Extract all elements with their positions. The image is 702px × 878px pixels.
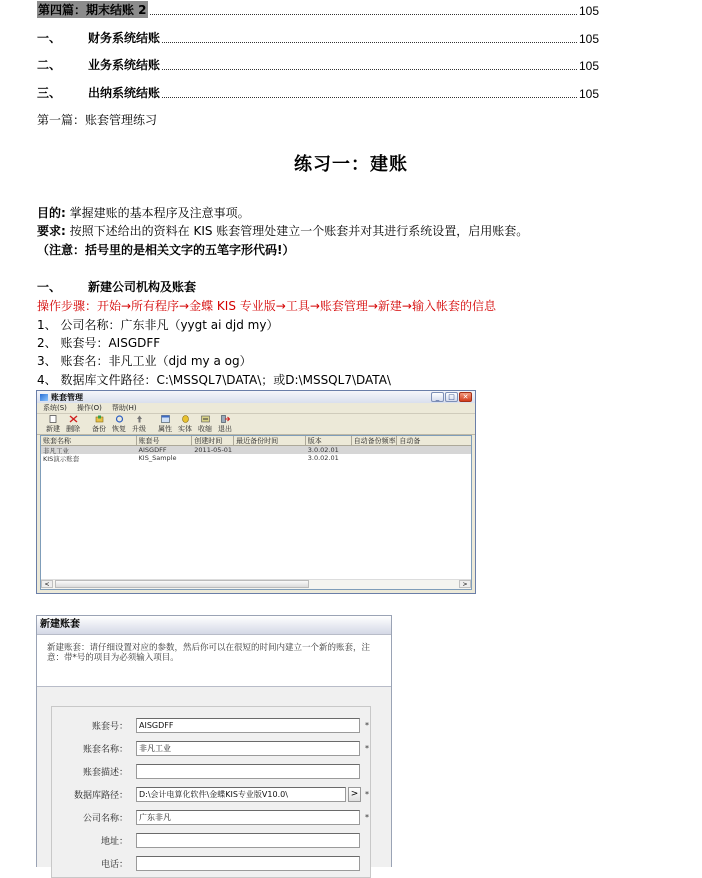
restore-button[interactable] [109, 415, 129, 434]
new-button[interactable] [43, 415, 63, 434]
maximize-button[interactable]: □ [445, 392, 458, 402]
info-item-company-name: 1、 公司名称：广东非凡（yygt ai djd my） [37, 318, 279, 332]
field-phone [52, 855, 370, 871]
field-database-path [52, 786, 370, 802]
upgrade-icon [135, 415, 144, 423]
exit-button[interactable] [215, 415, 235, 434]
cell-auto-backup-freq [352, 454, 398, 462]
browse-path-button[interactable]: > [348, 787, 361, 802]
toc-number: 三、 [37, 86, 62, 100]
toc-title: 出纳系统结账 [88, 86, 161, 100]
col-auto-backup-freq[interactable]: 自动备份频率 [353, 437, 396, 445]
toc-leader-dots [162, 41, 577, 43]
note-line: （注意：括号里的是相关文字的五笔字形代码!） [37, 243, 295, 257]
list-header [41, 436, 471, 446]
field-label: 地址： [100, 836, 128, 847]
info-item-database-path: 4、 数据库文件路径：C:\MSSQL7\DATA\；或D:\MSSQL7\DATA\ [37, 373, 391, 387]
form-panel [51, 706, 371, 878]
toc-entry-finance-closing[interactable] [37, 30, 599, 46]
entity-button[interactable] [175, 415, 195, 434]
restore-icon [115, 415, 124, 423]
toc-page-number: 105 [578, 87, 599, 101]
dialog-description: 新建账套：请仔细设置对应的参数，然后你可以在很短的时间内建立一个新的账套，注意：带*号的项目为必须输入项目。 [37, 635, 391, 687]
col-last-backup[interactable]: 最近备份时间 [234, 436, 306, 445]
database-path-input[interactable]: D:\会计电算化软件\金蝶KIS专业版V10.0\ [136, 787, 346, 802]
cell-last-backup [234, 446, 306, 454]
toc-entry-business-closing[interactable] [37, 57, 599, 73]
new-icon [49, 415, 58, 423]
toc-entry-cashier-closing[interactable] [37, 85, 599, 101]
cell-account-name: 非凡工业 [43, 447, 69, 454]
shrink-button[interactable] [195, 415, 215, 434]
field-account-name [52, 740, 370, 756]
phone-input[interactable] [136, 856, 360, 871]
window-controls [431, 392, 472, 402]
properties-button[interactable] [155, 415, 175, 434]
col-account-number[interactable]: 账套号 [137, 436, 193, 445]
toc-page-number: 105 [578, 32, 599, 46]
field-label: 电话： [100, 859, 128, 870]
toc-leader-dots [150, 13, 577, 15]
field-address [52, 832, 370, 848]
toc-page-number: 105 [578, 4, 599, 18]
cell-version: 3.0.02.01 [307, 446, 339, 454]
upgrade-label: 升级 [132, 425, 146, 433]
address-input[interactable] [136, 833, 360, 848]
cell-account-number: AISGDFF [138, 446, 167, 454]
properties-label: 属性 [158, 425, 172, 433]
table-row[interactable] [41, 454, 471, 462]
col-account-name[interactable]: 账套名称 [41, 436, 137, 445]
toc-title: 业务系统结账 [88, 58, 161, 72]
account-number-input[interactable]: AISGDFF [136, 718, 360, 733]
exercise-title: 练习一：建账 [294, 154, 408, 175]
cell-auto-backup [397, 454, 471, 462]
account-description-input[interactable] [136, 764, 360, 779]
scrollbar-thumb[interactable] [55, 580, 309, 588]
cell-created-time: 2011-05-01 [194, 446, 233, 454]
dialog-title: 新建账套 [37, 616, 391, 635]
menu-operation[interactable]: 操作(O) [76, 404, 102, 412]
cell-auto-backup-freq [352, 446, 398, 454]
cell-version: 3.0.02.01 [307, 454, 339, 462]
col-created-time[interactable]: 创建时间 [192, 436, 234, 445]
window-title: 账套管理 [51, 392, 83, 402]
shrink-label: 收缩 [198, 425, 212, 433]
toc-leader-dots [162, 68, 577, 70]
backup-label: 备份 [92, 425, 106, 433]
app-icon [40, 394, 48, 401]
restore-label: 恢复 [112, 425, 126, 433]
entity-label: 实体 [178, 425, 192, 433]
section-heading [37, 278, 196, 295]
cell-last-backup [234, 454, 306, 462]
field-company-name [52, 809, 370, 825]
toc-number: 二、 [37, 58, 62, 72]
requirement-label: 要求: [37, 224, 66, 238]
field-account-description [52, 763, 370, 779]
part1-heading: 第一篇：账套管理练习 [37, 113, 158, 127]
minimize-button[interactable]: _ [431, 392, 444, 402]
backup-button[interactable] [89, 415, 109, 434]
delete-button[interactable] [63, 415, 83, 434]
requirement-line [37, 222, 528, 239]
section-title: 新建公司机构及账套 [88, 280, 197, 294]
toc-entry-part4[interactable] [37, 2, 599, 18]
scroll-left-button[interactable]: < [41, 580, 53, 588]
menu-system[interactable]: 系统(S) [43, 404, 67, 412]
purpose-line [37, 204, 250, 221]
exit-icon [221, 415, 230, 423]
shrink-icon [201, 415, 210, 423]
menu-bar [37, 403, 475, 414]
operation-steps: 操作步骤：开始→所有程序→金蝶 KIS 专业版→工具→账套管理→新建→输入帐套的信息 [37, 299, 496, 313]
info-item-account-name: 3、 账套名：非凡工业（djd my a og） [37, 354, 252, 368]
field-label: 账套描述： [82, 767, 128, 778]
properties-icon [161, 415, 170, 423]
toc-number: 一、 [37, 31, 62, 45]
field-label: 数据库路径： [73, 790, 128, 801]
col-version[interactable]: 版本 [306, 436, 352, 445]
field-label: 公司名称： [82, 813, 128, 824]
required-marker: * [365, 789, 369, 799]
field-label: 账套名称： [82, 744, 128, 755]
account-list [40, 435, 472, 590]
delete-icon [69, 415, 78, 423]
cell-auto-backup [397, 446, 471, 454]
new-label: 新建 [46, 425, 60, 433]
field-label: 账套号： [91, 721, 128, 732]
section-number: 一、 [37, 280, 62, 294]
toc-title: 财务系统结账 [88, 31, 161, 45]
required-marker: * [365, 812, 369, 822]
toolbar [37, 414, 475, 435]
horizontal-scrollbar[interactable] [41, 579, 471, 589]
required-marker: * [365, 743, 369, 753]
info-item-account-number: 2、 账套号：AISGDFF [37, 336, 161, 350]
cell-account-name: KIS演示账套 [43, 455, 80, 462]
requirement-text: 按照下述给出的资料在 KIS 账套管理处建立一个账套并对其进行系统设置，启用账套。 [69, 224, 529, 238]
account-management-window [36, 390, 476, 594]
cell-created-time [192, 454, 234, 462]
window-title-bar[interactable] [37, 391, 475, 403]
field-account-number [52, 717, 370, 733]
delete-label: 删除 [66, 425, 80, 433]
company-name-input[interactable]: 广东非凡 [136, 810, 360, 825]
entity-icon [181, 415, 190, 423]
backup-icon [95, 415, 104, 423]
toc-title: 第四篇：期末结账 2 [38, 3, 147, 17]
scroll-right-button[interactable]: > [459, 580, 471, 588]
table-row[interactable] [41, 446, 471, 454]
toc-page-number: 105 [578, 59, 599, 73]
upgrade-button[interactable] [129, 415, 149, 434]
col-auto-backup[interactable]: 自动备 [399, 437, 421, 445]
exit-label: 退出 [218, 425, 232, 433]
new-account-dialog [36, 615, 392, 870]
close-button[interactable]: ✕ [459, 392, 472, 402]
menu-help[interactable]: 帮助(H) [111, 404, 137, 412]
account-name-input[interactable]: 非凡工业 [136, 741, 360, 756]
purpose-text: 掌握建账的基本程序及注意事项。 [69, 206, 250, 220]
toc-leader-dots [162, 96, 577, 98]
required-marker: * [365, 720, 369, 730]
cell-account-number: KIS_Sample [138, 454, 177, 462]
purpose-label: 目的: [37, 206, 66, 220]
